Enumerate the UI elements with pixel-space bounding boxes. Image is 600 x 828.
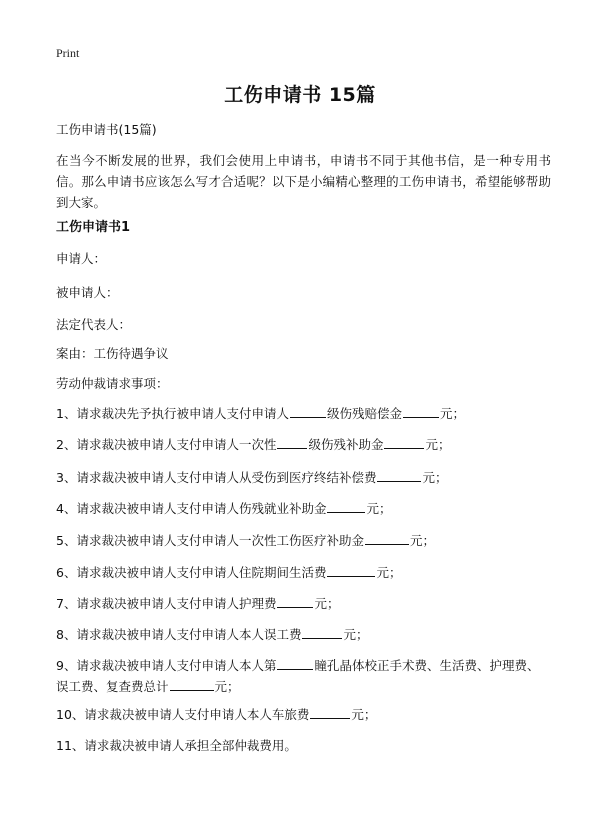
request-item-7 [56, 595, 339, 613]
request-text: 5、请求裁决被申请人支付申请人一次性工伤医疗补助金 [56, 533, 364, 548]
request-text: 7、请求裁决被申请人支付申请人护理费 [56, 596, 277, 611]
request-unit: 元； [422, 470, 448, 485]
fill-blank [302, 626, 342, 639]
print-label: Print [56, 46, 80, 60]
request-text: 10、请求裁决被申请人支付申请人本人车旅费 [56, 707, 310, 722]
request-item-5 [56, 532, 435, 550]
fill-blank [403, 405, 439, 418]
request-text: 1、请求裁决先予执行被申请人支付申请人 [56, 406, 289, 421]
request-item-10 [56, 706, 376, 724]
respondent-field: 被申请人： [56, 285, 119, 300]
request-item-1 [56, 405, 465, 423]
request-unit: 元； [214, 679, 240, 694]
legal-representative-field: 法定代表人： [56, 317, 132, 332]
case-reason-field: 案由：工伤待遇争议 [56, 346, 169, 361]
fill-blank [277, 595, 313, 608]
requests-label: 劳动仲裁请求事项： [56, 376, 169, 391]
fill-blank [327, 564, 375, 577]
request-unit: 元； [376, 565, 402, 580]
request-unit: 元； [314, 596, 340, 611]
fill-blank [310, 706, 350, 719]
request-item-3 [56, 469, 447, 487]
request-unit: 元； [366, 501, 392, 516]
request-item-4 [56, 500, 391, 518]
request-unit: 元； [409, 533, 435, 548]
fill-blank [327, 500, 365, 513]
request-item-11 [56, 737, 297, 755]
fill-blank [290, 405, 326, 418]
fill-blank [384, 436, 424, 449]
fill-blank [377, 469, 421, 482]
request-item-6 [56, 564, 401, 582]
request-unit: 元； [439, 406, 465, 421]
fill-blank [277, 657, 313, 670]
request-unit: 元； [425, 437, 451, 452]
request-text: 6、请求裁决被申请人支付申请人住院期间生活费 [56, 565, 327, 580]
request-text: 级伤残赔偿金 [326, 406, 402, 421]
request-text: 3、请求裁决被申请人支付申请人从受伤到医疗终结补偿费 [56, 470, 377, 485]
fill-blank [277, 436, 307, 449]
intro-paragraph: 在当今不断发展的世界，我们会使用上申请书，申请书不同于其他书信，是一种专用书信。那么申请书应该怎么写才合适呢？以下是小编精心整理的工伤申请书，希望能够帮助到大家。 [56, 153, 551, 210]
request-text: 11、请求裁决被申请人承担全部仲裁费用。 [56, 738, 297, 753]
section-heading: 工伤申请书1 [56, 220, 131, 235]
fill-blank [170, 678, 214, 691]
fill-blank [365, 532, 409, 545]
request-text: 级伤残补助金 [308, 437, 384, 452]
request-text: 2、请求裁决被申请人支付申请人一次性 [56, 437, 277, 452]
request-item-2 [56, 436, 451, 454]
subtitle: 工伤申请书(15篇) [56, 122, 157, 137]
request-item-9 [56, 655, 548, 697]
request-text: 8、请求裁决被申请人支付申请人本人误工费 [56, 627, 302, 642]
request-unit: 元； [343, 627, 369, 642]
request-text: 瞳孔晶体校正手术费、生活费、护理费、误工费、复查费总计 [56, 658, 540, 694]
request-text: 9、请求裁决被申请人支付申请人本人第 [56, 658, 277, 673]
request-item-8 [56, 626, 368, 644]
page-title: 工伤申请书 15篇 [224, 84, 376, 106]
request-unit: 元； [351, 707, 377, 722]
request-text: 4、请求裁决被申请人支付申请人伤残就业补助金 [56, 501, 327, 516]
applicant-field: 申请人： [56, 251, 107, 266]
